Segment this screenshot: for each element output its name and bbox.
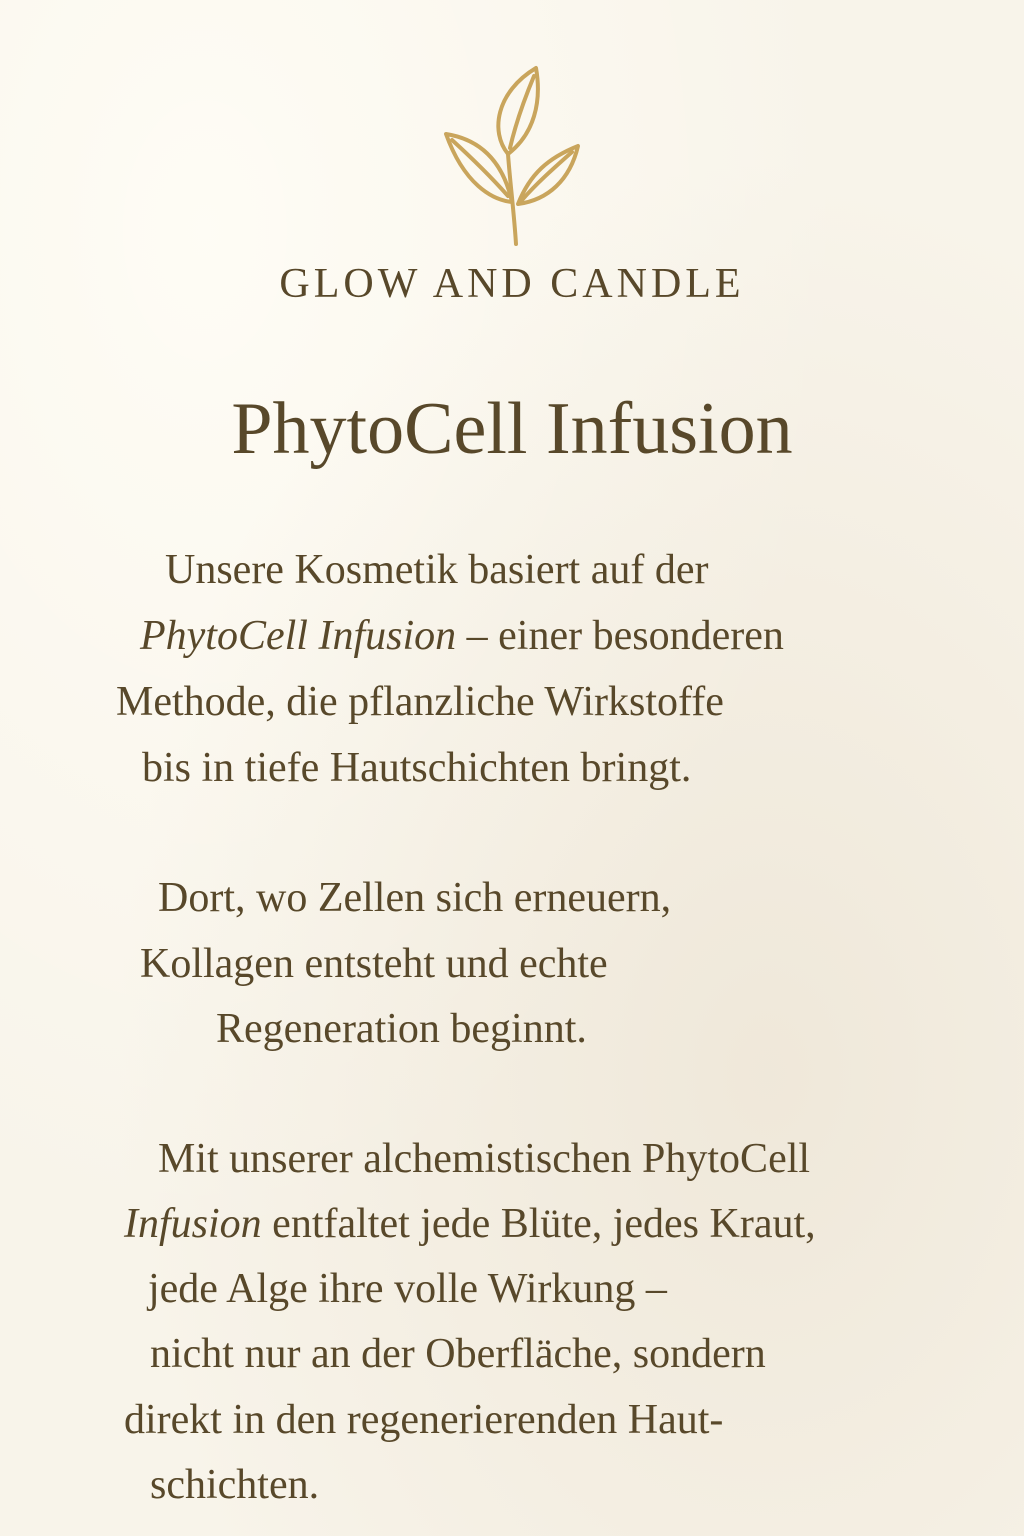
italic-term: PhytoCell Infusion <box>140 613 457 659</box>
paragraph-1-line-3: Methode, die pflanzliche Wirkstoffe <box>116 679 724 725</box>
paragraph-3-line-6: schichten. <box>150 1462 320 1508</box>
paragraph-1-line-4: bis in tiefe Hautschichten bringt. <box>142 745 692 791</box>
paragraph-3-line-3: jede Alge ihre volle Wirkung – <box>148 1266 667 1312</box>
paragraph-3-line-5: direkt in den regenerierenden Haut- <box>124 1397 724 1443</box>
paragraph-2-line-3: Regeneration beginnt. <box>216 1006 587 1052</box>
paragraph-3-line-2 <box>124 1198 816 1250</box>
paragraph-2-line-2: Kollagen entsteht und echte <box>140 941 608 987</box>
paragraph-1-line-1: Unsere Kosmetik basiert auf der <box>165 547 709 593</box>
line-text: entfaltet jede Blüte, jedes Kraut, <box>261 1201 816 1247</box>
paragraph-3-line-1: Mit unserer alchemistischen PhytoCell <box>158 1136 811 1182</box>
page-title: PhytoCell Infusion <box>231 388 793 470</box>
italic-term: Infusion <box>124 1201 262 1247</box>
line-text: – einer besonderen <box>456 613 784 659</box>
paragraph-2-line-1: Dort, wo Zellen sich erneuern, <box>158 875 672 921</box>
brand-name: GLOW AND CANDLE <box>279 261 745 307</box>
paragraph-3-line-4: nicht nur an der Oberfläche, sondern <box>150 1331 766 1377</box>
paragraph-1-line-2 <box>140 610 784 662</box>
leaf-sprig-icon <box>438 62 586 248</box>
